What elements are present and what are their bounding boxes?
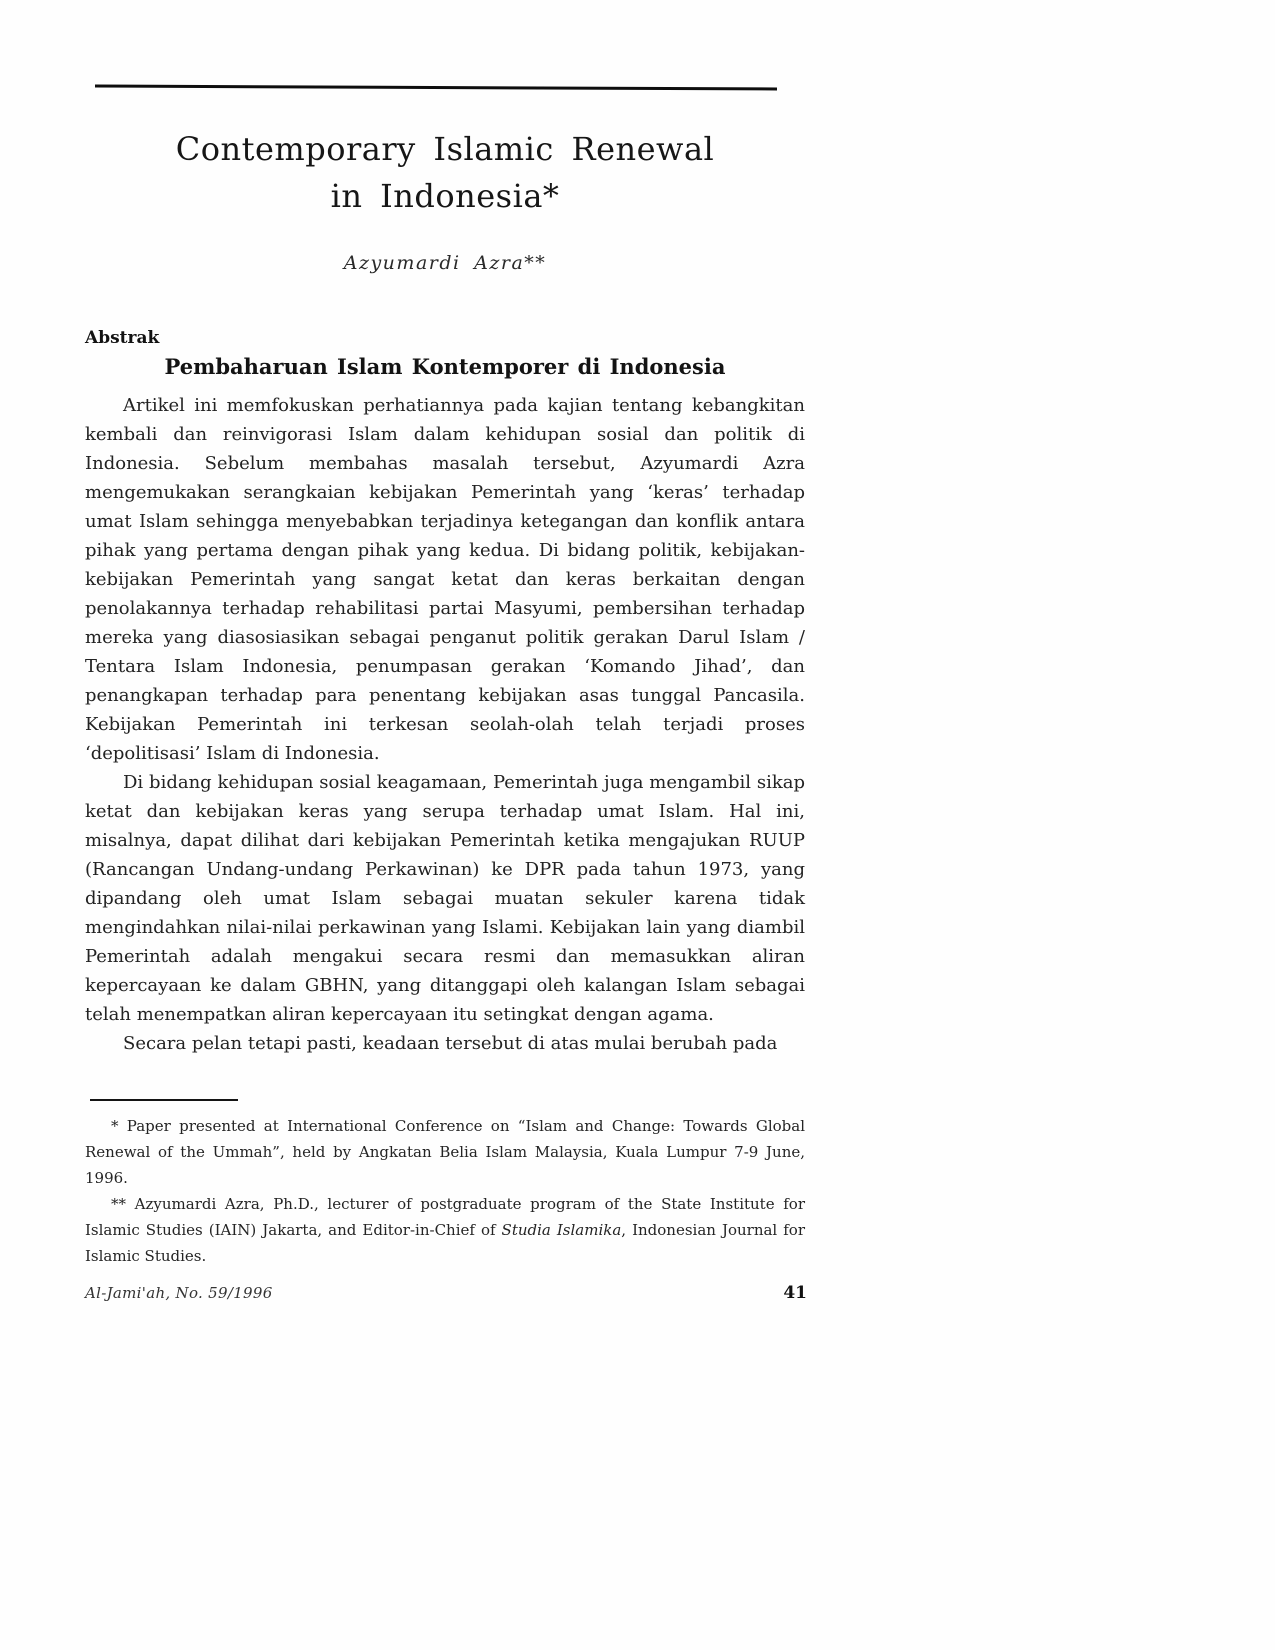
journal-reference: Al-Jami'ah, No. 59/1996: [85, 1284, 273, 1302]
abstract-body: [85, 391, 805, 1058]
footnote-separator: [90, 1099, 238, 1101]
page-footer: [85, 1283, 807, 1303]
footnotes: [85, 1113, 805, 1269]
abstract-paragraph: Di bidang kehidupan sosial keagamaan, Pemerintah juga mengambil sikap ketat dan kebijakan keras yang serupa terhadap umat Islam. Hal ini, misalnya, dapat dilihat dari kebijakan Pemerintah ketika mengajukan RUUP (Rancangan Undang-undang Perkawinan) ke DPR pada tahun 1973, yang dipandang oleh umat Islam sebagai muatan sekuler karena tidak mengindahkan nilai-nilai perkawinan yang Islami. Kebijakan lain yang diambil Pemerintah adalah mengakui secara resmi dan memasukkan aliran kepercayaan ke dalam GBHN, yang ditanggapi oleh kalangan Islam sebagai telah menempatkan aliran kepercayaan itu setingkat dengan agama.: [85, 772, 805, 1025]
footnote-second-text: ** Azyumardi Azra, Ph.D., lecturer of postgraduate program of the State Institute for Islamic Studies (IAIN) Jakarta, and Editor-in-Chief of: [85, 1195, 805, 1239]
footnote-second-journal-title: Studia Islamika: [501, 1221, 622, 1239]
article-content: [85, 0, 805, 1058]
page-number: 41: [783, 1283, 807, 1303]
footnote-area: [85, 1099, 805, 1269]
footnote-second-tail: , Indonesian Journal for Islamic Studies.: [85, 1221, 805, 1265]
abstract-paragraph: Artikel ini memfokuskan perhatiannya pada kajian tentang kebangkitan kembali dan reinvigorasi Islam dalam kehidupan sosial dan politik di Indonesia. Sebelum membahas masalah tersebut, Azyumardi Azra mengemukakan serangkaian kebijakan Pemerintah yang ‘keras’ terhadap umat Islam sehingga menyebabkan terjadinya ketegangan dan konflik antara pihak yang pertama dengan pihak yang kedua. Di bidang politik, kebijakan-kebijakan Pemerintah yang sangat ketat dan keras berkaitan dengan penolakannya terhadap rehabilitasi partai Masyumi, pembersihan terhadap mereka yang diasosiasikan sebagai penganut politik gerakan Darul Islam / Tentara Islam Indonesia, penumpasan gerakan ‘Komando Jihad’, dan penangkapan terhadap para penentang kebijakan asas tunggal Pancasila. Kebijakan Pemerintah ini terkesan seolah-olah telah terjadi proses ‘depolitisasi’ Islam di Indonesia.: [85, 395, 805, 764]
abstract-label: Abstrak: [85, 328, 160, 348]
article-title-line1: Contemporary Islamic Renewal: [175, 130, 715, 168]
article-title: [85, 126, 805, 220]
footnote-first: * Paper presented at International Conference on “Islam and Change: Towards Global Renewal of the Ummah”, held by Angkatan Belia Islam Malaysia, Kuala Lumpur 7-9 June, 1996.: [85, 1117, 805, 1187]
author-name: Azyumardi Azra**: [343, 252, 547, 274]
article-title-line2: in Indonesia*: [330, 177, 560, 215]
abstract-paragraph: Secara pelan tetapi pasti, keadaan tersebut di atas mulai berubah pada: [123, 1033, 778, 1054]
footnote-second: [85, 1191, 805, 1269]
abstract-heading: Pembaharuan Islam Kontemporer di Indonesia: [164, 354, 726, 379]
